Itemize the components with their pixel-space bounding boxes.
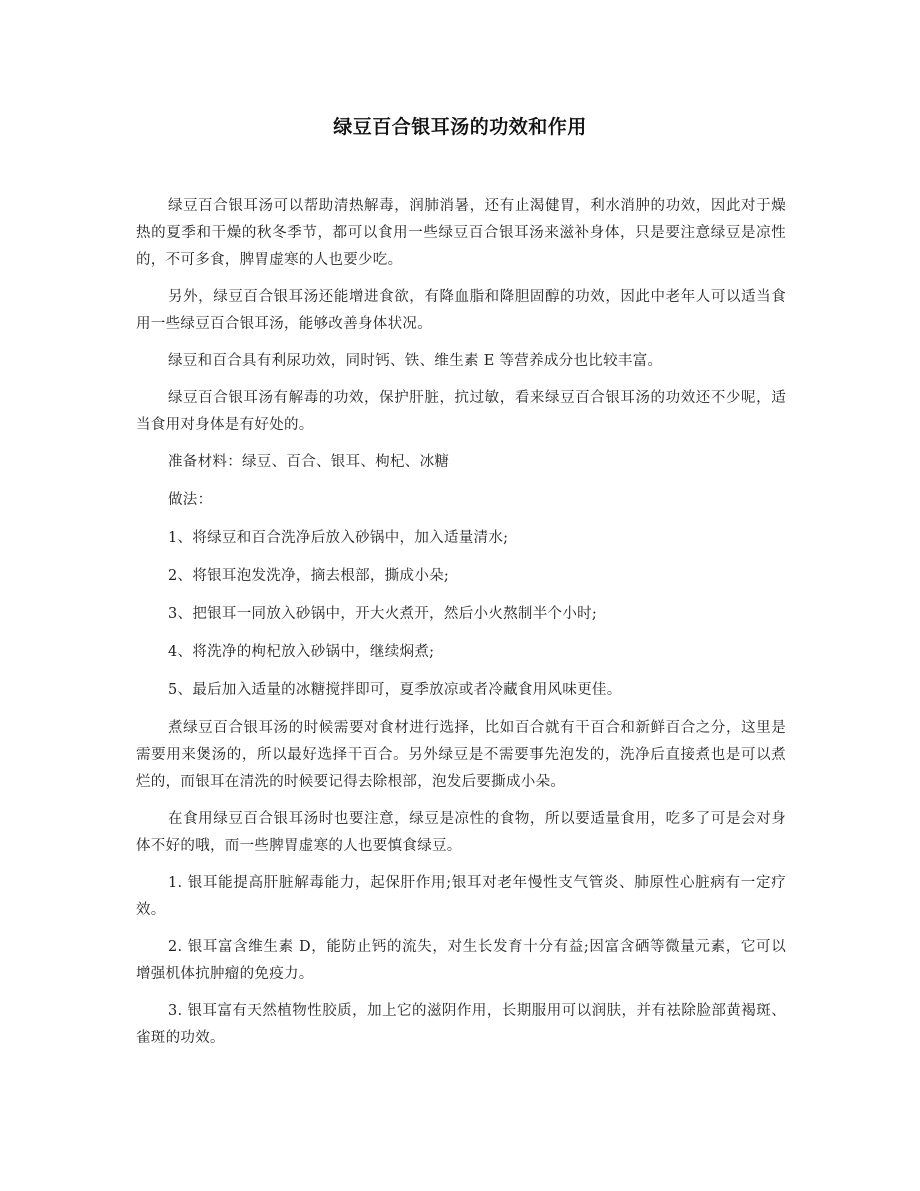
benefit-2: 2. 银耳富含维生素 D，能防止钙的流失，对生长发育十分有益;因富含硒等微量元素，它可以增强机体抗肿瘤的免疫力。 <box>136 939 786 982</box>
step-4: 4、将洗净的枸杞放入砂锅中，继续焖煮; <box>168 644 435 660</box>
step-1: 1、将绿豆和百合洗净后放入砂锅中，加入适量清水; <box>168 530 509 546</box>
benefit-3: 3. 银耳富有天然植物性胶质，加上它的滋阴作用，长期服用可以润肤，并有祛除脸部黄褐斑、雀斑的功效。 <box>136 1003 786 1046</box>
paragraph-selection: 煮绿豆百合银耳汤的时候需要对食材进行选择，比如百合就有干百合和新鲜百合之分，这里是需要用来煲汤的，所以最好选择干百合。另外绿豆是不需要事先泡发的，洗净后直接煮也是可以煮烂的，而银耳在清洗的时候要记得去除根部，泡发后要撕成小朵。 <box>136 720 786 790</box>
paragraph-method-heading: 做法： <box>168 492 213 508</box>
paragraph-ingredients: 准备材料：绿豆、百合、银耳、枸杞、冰糖 <box>168 454 450 470</box>
paragraph-caution: 在食用绿豆百合银耳汤时也要注意，绿豆是凉性的食物，所以要适量食用，吃多了可是会对身体不好的哦，而一些脾胃虚寒的人也要慎食绿豆。 <box>136 811 786 854</box>
paragraph-appetite: 另外，绿豆百合银耳汤还能增进食欲，有降血脂和降胆固醇的功效，因此中老年人可以适当食用一些绿豆百合银耳汤，能够改善身体状况。 <box>136 289 786 332</box>
paragraph-detox: 绿豆百合银耳汤有解毒的功效，保护肝脏，抗过敏，看来绿豆百合银耳汤的功效还不少呢，适当食用对身体是有好处的。 <box>136 390 786 433</box>
paragraph-nutrients: 绿豆和百合具有利尿功效，同时钙、铁、维生素 E 等营养成分也比较丰富。 <box>168 353 663 369</box>
step-3: 3、把银耳一同放入砂锅中，开大火煮开，然后小火熬制半个小时; <box>168 606 598 622</box>
document-body <box>136 193 786 1062</box>
benefit-1: 1. 银耳能提高肝脏解毒能力，起保肝作用;银耳对老年慢性支气管炎、肺原性心脏病有一定疗效。 <box>136 875 786 918</box>
paragraph-intro: 绿豆百合银耳汤可以帮助清热解毒，润肺消暑，还有止渴健胃，利水消肿的功效，因此对于燥热的夏季和干燥的秋冬季节，都可以食用一些绿豆百合银耳汤来滋补身体，只是要注意绿豆是凉性的，不可多食，脾胃虚寒的人也要少吃。 <box>136 198 786 268</box>
step-2: 2、将银耳泡发洗净，摘去根部，撕成小朵; <box>168 568 450 584</box>
document-title: 绿豆百合银耳汤的功效和作用 <box>333 116 587 138</box>
step-5: 5、最后加入适量的冰糖搅拌即可，夏季放凉或者冷藏食用风味更佳。 <box>168 682 622 698</box>
